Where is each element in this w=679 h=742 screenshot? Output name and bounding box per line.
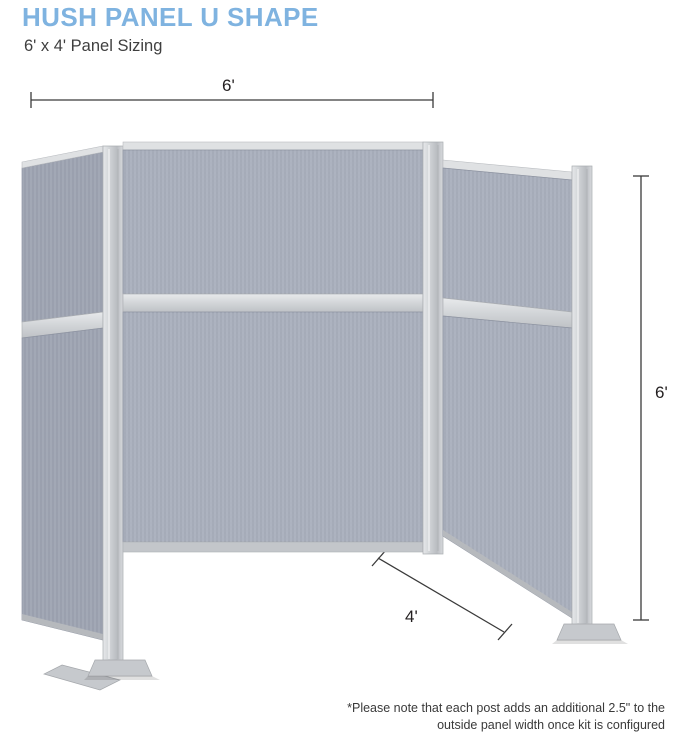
right-return-panel	[443, 160, 572, 618]
page-title: HUSH PANEL U SHAPE	[22, 2, 319, 32]
left-return-panel	[22, 146, 103, 640]
dimension-label-depth: 4'	[405, 607, 418, 626]
center-panel	[123, 142, 423, 552]
floor-shadow	[84, 640, 628, 680]
dimension-right	[633, 176, 649, 620]
footnote: *Please note that each post adds an additional 2.5" to the outside panel width once kit is configured	[347, 701, 665, 732]
dimension-label-height: 6'	[655, 383, 668, 402]
right-corner-post	[423, 142, 443, 554]
page-subtitle: 6' x 4' Panel Sizing	[24, 37, 163, 55]
dimension-label-width: 6'	[222, 76, 235, 95]
